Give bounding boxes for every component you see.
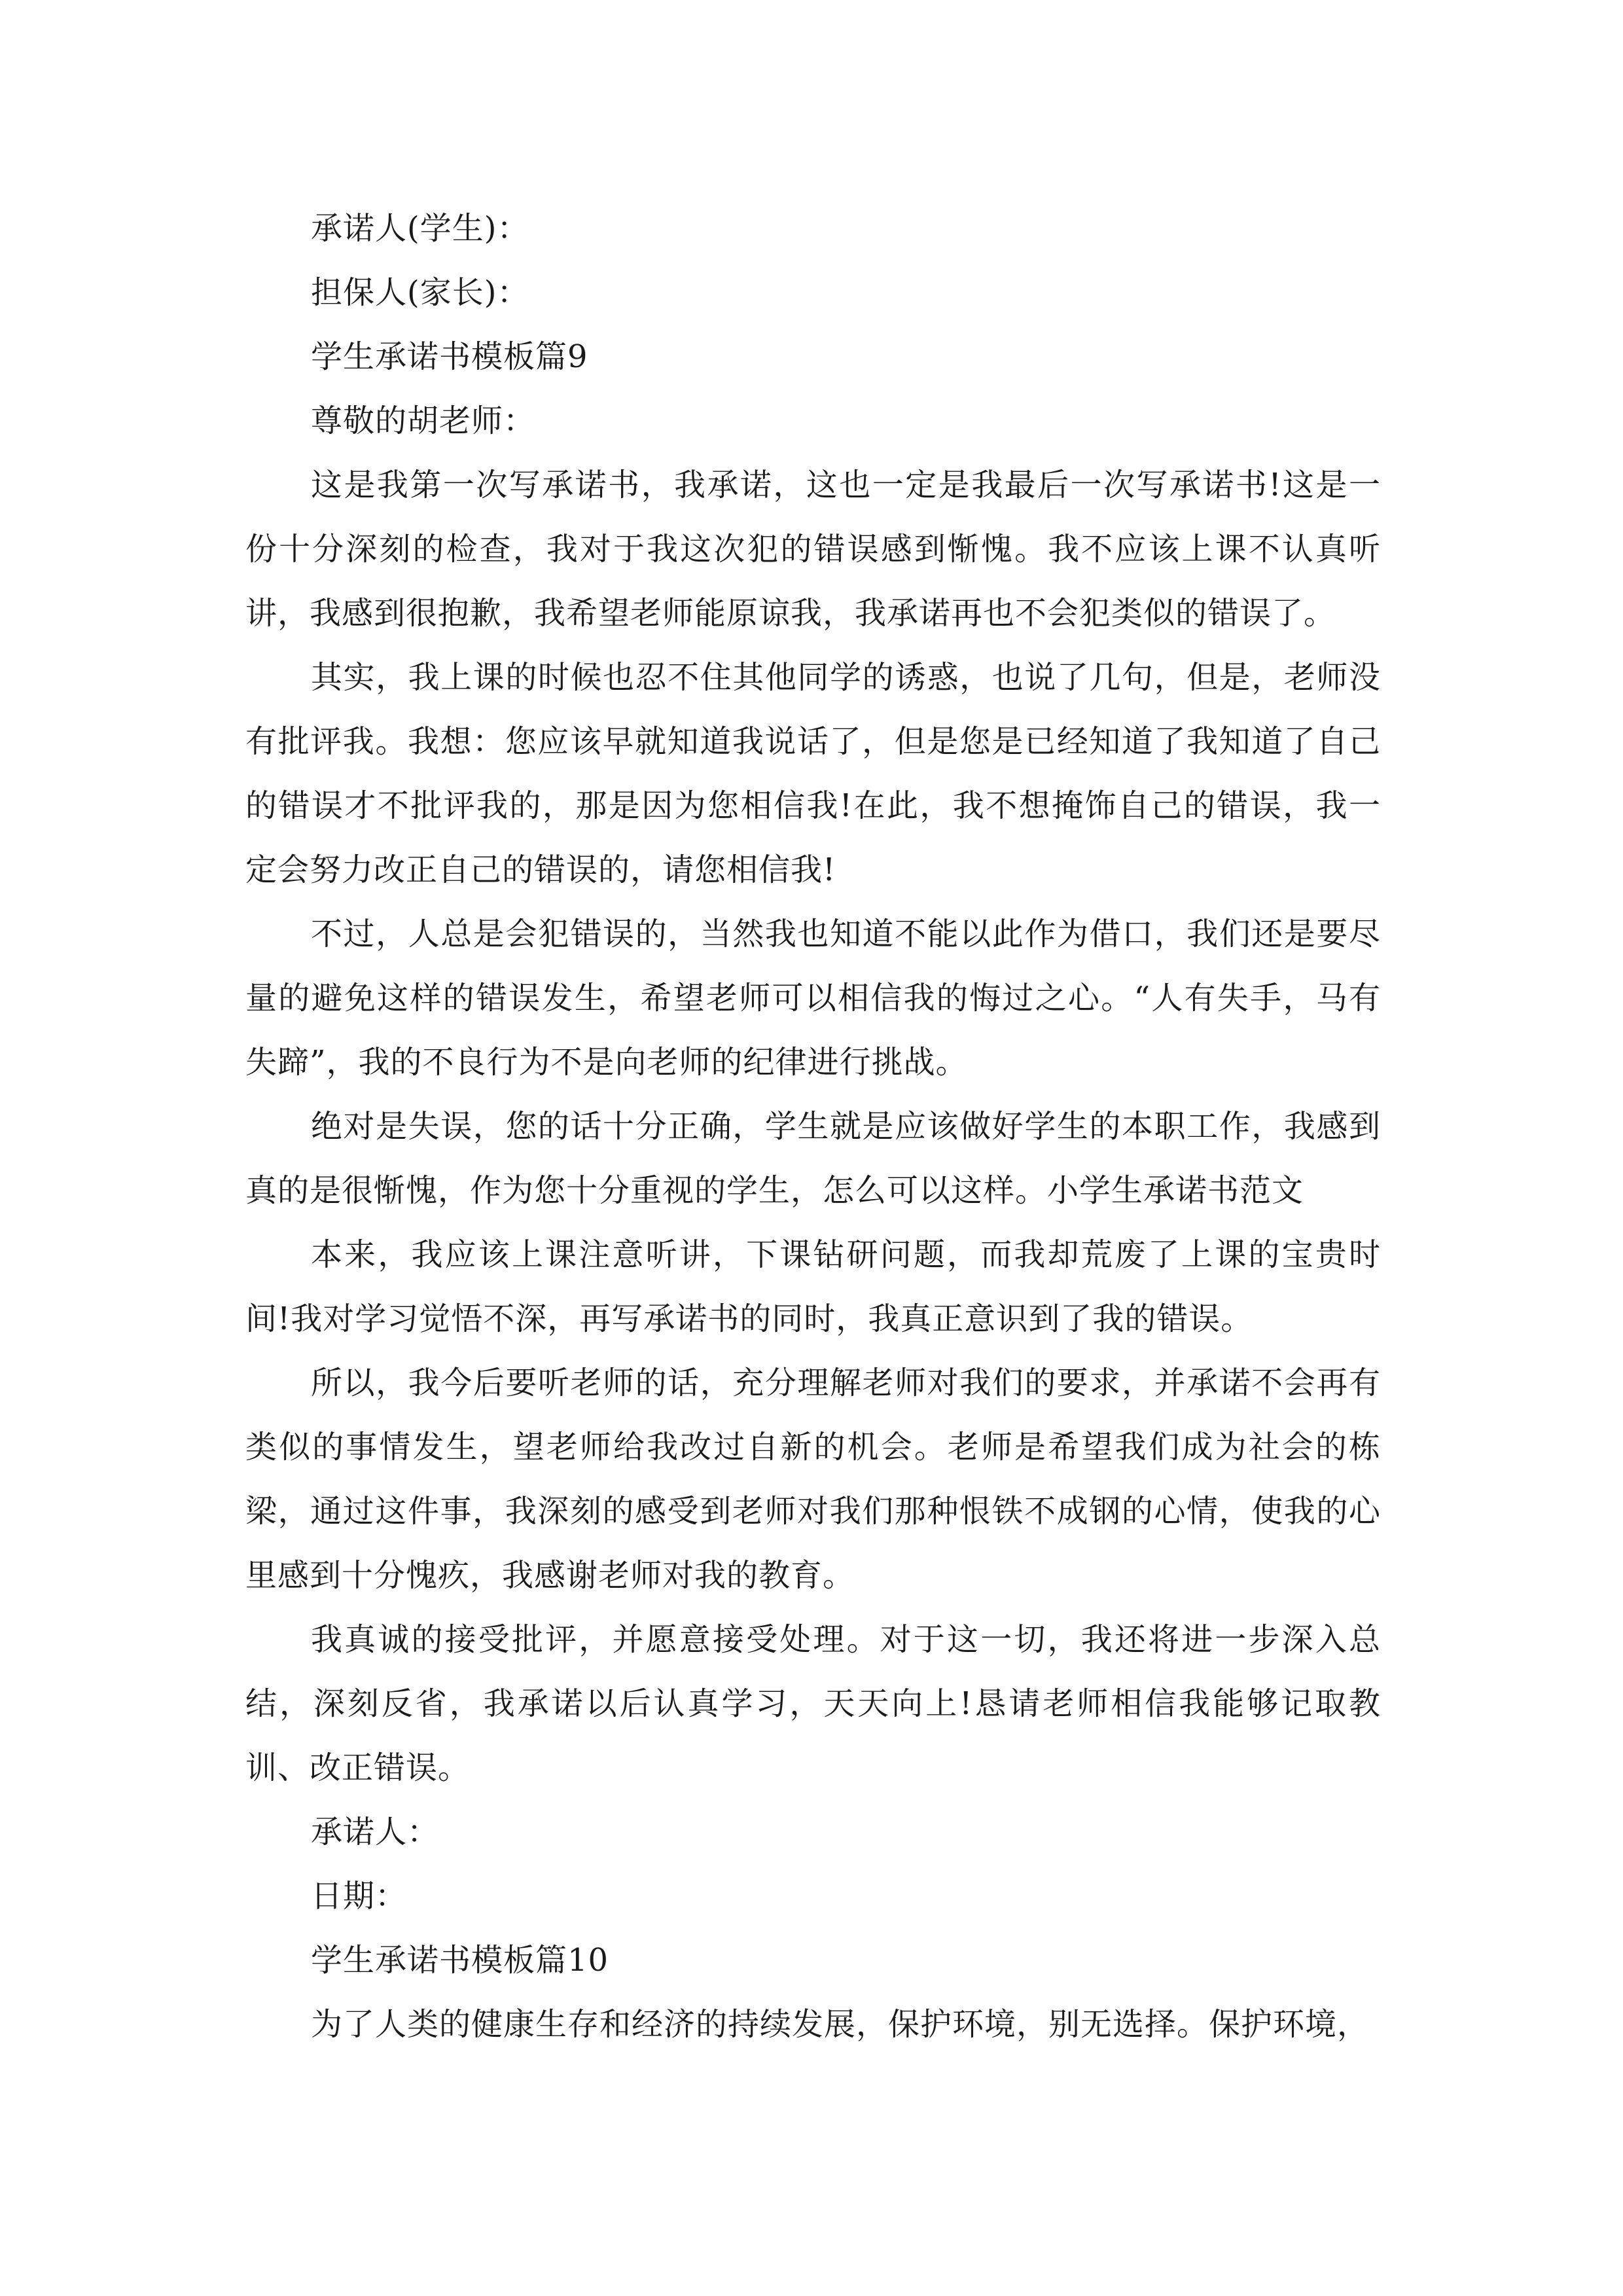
paragraph-4: 绝对是失误，您的话十分正确，学生就是应该做好学生的本职工作，我感到真的是很惭愧，作为您十分重视的学生，怎么可以这样。小学生承诺书范文 bbox=[245, 1108, 1381, 1209]
paragraph-7: 我真诚的接受批评，并愿意接受处理。对于这一切，我还将进一步深入总结，深刻反省，我承诺以后认真学习，天天向上!恳请老师相信我能够记取教训、改正错误。 bbox=[245, 1621, 1381, 1786]
paragraph-6: 所以，我今后要听老师的话，充分理解老师对我们的要求，并承诺不会再有类似的事情发生，望老师给我改过自新的机会。老师是希望我们成为社会的栋梁，通过这件事，我深刻的感受到老师对我们那种恨铁不成钢的心情，使我的心里感到十分愧疚，我感谢老师对我的教育。 bbox=[245, 1365, 1381, 1594]
guarantor-parent-label: 担保人(家长)： bbox=[311, 274, 529, 311]
paragraph-3: 不过，人总是会犯错误的，当然我也知道不能以此作为借口，我们还是要尽量的避免这样的错误发生，希望老师可以相信我的悔过之心。“人有失手，马有失蹄”，我的不良行为不是向老师的纪律进行挑战。 bbox=[245, 916, 1381, 1081]
salutation: 尊敬的胡老师： bbox=[311, 403, 536, 439]
section-title-9: 学生承诺书模板篇9 bbox=[311, 338, 588, 375]
paragraph-8: 为了人类的健康生存和经济的持续发展，保护环境，别无选择。保护环境， bbox=[311, 2006, 1370, 2043]
paragraph-1: 这是我第一次写承诺书，我承诺，这也一定是我最后一次写承诺书!这是一份十分深刻的检查，我对于我这次犯的错误感到惭愧。我不应该上课不认真听讲，我感到很抱歉，我希望老师能原谅我，我承诺再也不会犯类似的错误了。 bbox=[245, 467, 1381, 632]
paragraph-2: 其实，我上课的时候也忍不住其他同学的诱惑，也说了几句，但是，老师没有批评我。我想：您应该早就知道我说话了，但是您是已经知道了我知道了自己的错误才不批评我的，那是因为您相信我!在此，我不想掩饰自己的错误，我一定会努力改正自己的错误的，请您相信我! bbox=[245, 659, 1381, 888]
promisor-student-label: 承诺人(学生)： bbox=[311, 210, 529, 247]
paragraph-5: 本来，我应该上课注意听讲，下课钻研问题，而我却荒废了上课的宝贵时间!我对学习觉悟不深，再写承诺书的同时，我真正意识到了我的错误。 bbox=[245, 1236, 1381, 1337]
document-body bbox=[245, 196, 1381, 2056]
section-title-10: 学生承诺书模板篇10 bbox=[311, 1942, 609, 1979]
promisor-label: 承诺人： bbox=[311, 1814, 440, 1850]
date-label: 日期： bbox=[311, 1878, 408, 1914]
